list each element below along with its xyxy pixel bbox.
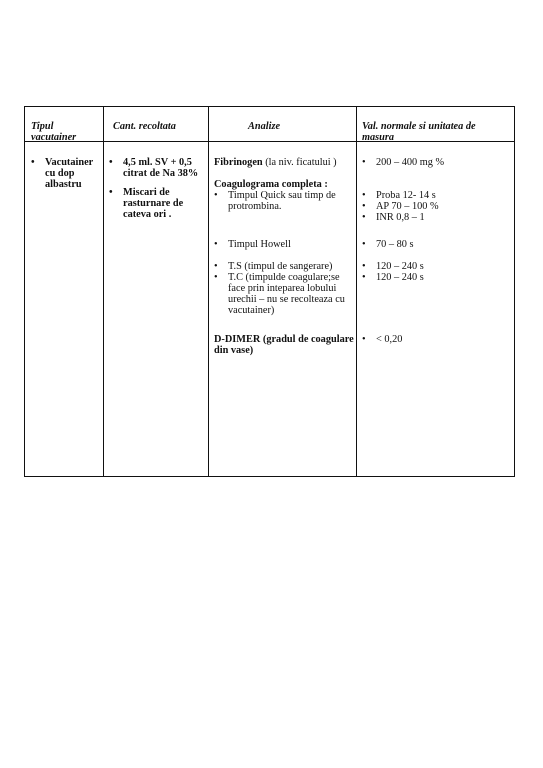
list-item: • 70 – 80 s	[362, 239, 414, 250]
list-item: • Vacutainer cu dop albastru	[31, 157, 94, 190]
proba-value: Proba 12- 14 s	[376, 190, 436, 201]
header-analize: Analize	[248, 121, 281, 132]
list-item: • T.C (timpulde coagulare;se face prin inteparea lobului urechii – nu se recolteaza cu vacutainer)	[214, 272, 345, 316]
ddimer-line: D-DIMER (gradul de coagulare din vase)	[214, 334, 354, 356]
bleeding-time: T.S (timpul de sangerare)	[228, 261, 333, 272]
list-item: • Timpul Quick sau timp de protrombina.	[214, 190, 336, 212]
list-item: • 120 – 240 s	[362, 272, 424, 283]
list-item: • T.S (timpul de sangerare)	[214, 261, 333, 272]
quick-time: Timpul Quick sau timp de protrombina.	[228, 190, 336, 212]
coagulation-time: T.C (timpulde coagulare;se face prin inteparea lobului urechii – nu se recolteaza cu vacutainer)	[228, 272, 345, 316]
list-item: • < 0,20	[362, 334, 403, 345]
tc-value: 120 – 240 s	[376, 272, 424, 283]
mixing-instruction: Miscari de rasturnare de cateva ori .	[123, 187, 184, 220]
column-divider	[103, 107, 104, 476]
header-tipul-vacutainer: Tipul vacutainer	[31, 121, 77, 143]
column-divider	[356, 107, 357, 476]
ddimer-value: < 0,20	[376, 334, 403, 345]
col3-cell	[214, 157, 354, 356]
list-item: • AP 70 – 100 %	[362, 201, 439, 212]
list-item: • Timpul Howell	[214, 239, 291, 250]
col1-cell	[31, 157, 101, 190]
inr-value: INR 0,8 – 1	[376, 212, 425, 223]
column-divider	[208, 107, 209, 476]
vacutainer-type: Vacutainer cu dop albastru	[45, 157, 94, 190]
howell-value: 70 – 80 s	[376, 239, 414, 250]
list-item: • 4,5 ml. SV + 0,5 citrat de Na 38%	[109, 157, 199, 179]
sample-volume: 4,5 ml. SV + 0,5 citrat de Na 38%	[123, 157, 199, 179]
header-val-normale: Val. normale si unitatea de masura	[362, 121, 476, 143]
howell-time: Timpul Howell	[228, 239, 291, 250]
list-item: • INR 0,8 – 1	[362, 212, 425, 223]
list-item: • 120 – 240 s	[362, 261, 424, 272]
coagulogram-title: Coagulograma completa :	[214, 179, 328, 190]
list-item: • Miscari de rasturnare de cateva ori .	[109, 187, 184, 220]
fibrinogen-line: Fibrinogen (la niv. ficatului )	[214, 157, 337, 168]
fibrinogen-value: 200 – 400 mg %	[376, 157, 445, 168]
list-item: • Proba 12- 14 s	[362, 190, 436, 201]
analysis-table	[24, 106, 515, 477]
col4-cell	[362, 157, 512, 345]
ts-value: 120 – 240 s	[376, 261, 424, 272]
col2-cell	[109, 157, 205, 220]
ap-value: AP 70 – 100 %	[376, 201, 439, 212]
list-item: • 200 – 400 mg %	[362, 157, 445, 168]
header-cant-recoltata: Cant. recoltata	[113, 121, 176, 132]
